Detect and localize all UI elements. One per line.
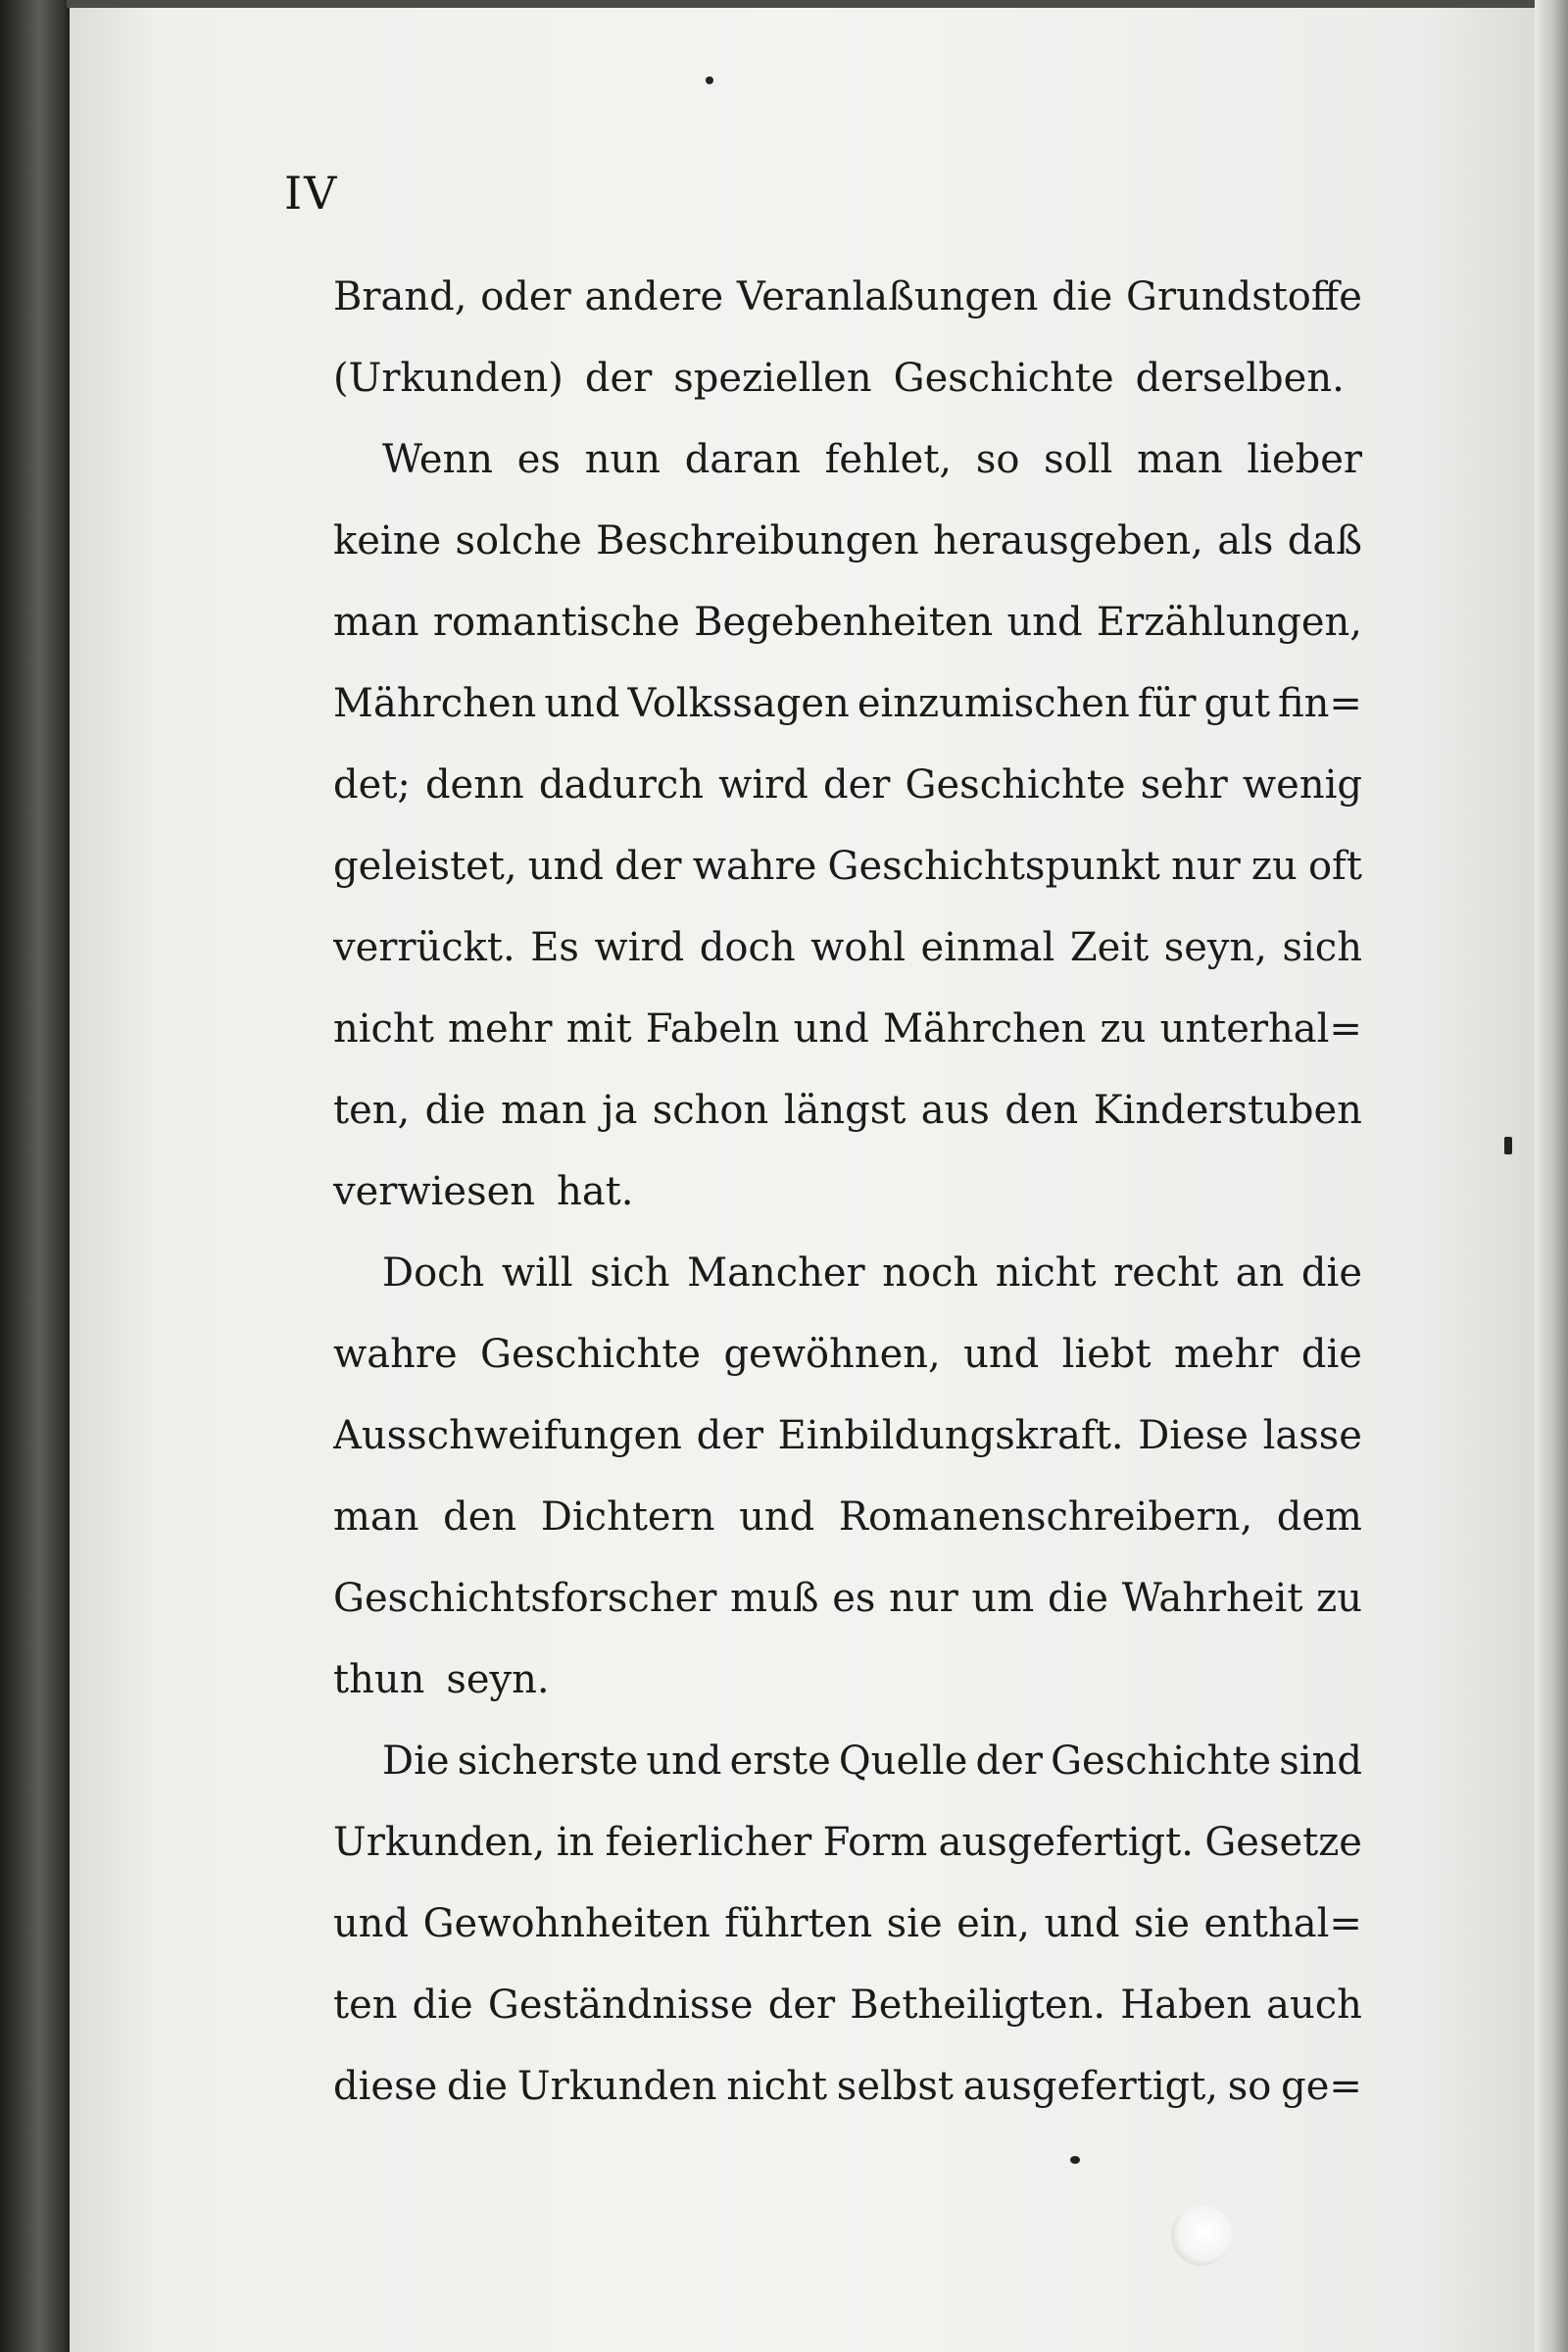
word: soll <box>1044 437 1113 482</box>
text-line <box>333 745 1362 826</box>
text-line <box>333 501 1362 582</box>
word: zu <box>1250 844 1298 889</box>
word: wohl <box>810 925 906 970</box>
word: recht <box>1113 1250 1219 1296</box>
word: Haben <box>1120 1983 1251 2028</box>
word: nicht <box>995 1250 1097 1296</box>
word: aus <box>920 1088 990 1133</box>
text-line <box>333 989 1362 1070</box>
text-line <box>333 582 1362 663</box>
word: nun <box>584 437 661 482</box>
text-line <box>333 338 1362 419</box>
word: mit <box>565 1006 632 1052</box>
word: daß <box>1287 518 1362 564</box>
word: mehr <box>448 1006 553 1052</box>
word: nur <box>889 1576 958 1621</box>
word: herausgeben, <box>933 518 1203 564</box>
word: solche <box>455 518 582 564</box>
word: verwiesen <box>333 1169 536 1214</box>
word: dadurch <box>538 762 704 808</box>
text-line <box>333 663 1362 745</box>
word: Fabeln <box>645 1006 780 1052</box>
text-line <box>333 1721 1362 1802</box>
text-line <box>333 419 1362 501</box>
word: erste <box>729 1739 831 1784</box>
word: andere <box>584 274 724 319</box>
word: schon <box>652 1088 769 1133</box>
word: Die <box>382 1739 450 1784</box>
word: Beschreibungen <box>596 518 919 564</box>
paper-blot <box>1171 2205 1232 2266</box>
ink-speck <box>1070 2156 1080 2164</box>
word: enthal= <box>1203 1901 1362 1946</box>
word: die <box>1052 274 1113 319</box>
word: die <box>1300 1332 1362 1377</box>
word: wird <box>594 925 685 970</box>
word: thun <box>333 1657 425 1702</box>
word: liebt <box>1061 1332 1152 1377</box>
word: Geschichtsforscher <box>333 1576 717 1621</box>
text-line <box>333 1477 1362 1558</box>
word: noch <box>882 1250 979 1296</box>
book-binding-edge <box>0 0 67 2352</box>
word: es <box>516 437 561 482</box>
word: wahre <box>333 1332 458 1377</box>
text-line <box>333 1314 1362 1396</box>
word: Romanenschreibern, <box>838 1494 1253 1540</box>
word: Einbildungskraft. <box>777 1413 1124 1458</box>
word: Zeit <box>1069 925 1150 970</box>
word: Mancher <box>687 1250 865 1296</box>
word: für <box>1137 681 1197 726</box>
word: und <box>527 844 604 889</box>
word: zu <box>1100 1006 1147 1052</box>
word: der <box>975 1739 1043 1784</box>
word: oder <box>480 274 571 319</box>
word: sehr <box>1140 762 1228 808</box>
word: die <box>1300 1250 1362 1296</box>
word: der <box>823 762 891 808</box>
word: als <box>1217 518 1274 564</box>
word: sie <box>886 1901 943 1946</box>
word: wahre <box>692 844 817 889</box>
word: der <box>696 1413 763 1458</box>
word: wenig <box>1242 762 1362 808</box>
word: fehlet, <box>824 437 953 482</box>
text-line <box>333 1802 1362 1884</box>
word: ausgefertigt, <box>962 2064 1219 2109</box>
word: der <box>767 1983 836 2028</box>
word: so <box>1227 2064 1272 2109</box>
word: Geschichte <box>905 762 1126 808</box>
word: denn <box>424 762 524 808</box>
word: nur <box>1171 844 1241 889</box>
word: Kinderstuben <box>1093 1088 1362 1133</box>
word: Dichtern <box>540 1494 715 1540</box>
word: auch <box>1266 1983 1362 2028</box>
word: Gewohnheiten <box>422 1901 710 1946</box>
word: Begebenheiten <box>694 600 994 645</box>
word: in <box>556 1820 595 1865</box>
word: Mährchen <box>333 681 537 726</box>
word: der <box>614 844 682 889</box>
word: und <box>646 1739 722 1784</box>
word: geleistet, <box>333 844 517 889</box>
word: Doch <box>382 1250 485 1296</box>
text-line <box>333 2046 1362 2128</box>
word: Urkunden <box>516 2064 717 2109</box>
word: nicht <box>726 2064 828 2109</box>
word: einzumischen <box>857 681 1130 726</box>
word: Erzählungen, <box>1096 600 1362 645</box>
word: diese <box>333 2064 438 2109</box>
word: Form <box>822 1820 928 1865</box>
word: und <box>1006 600 1083 645</box>
word: und <box>963 1332 1040 1377</box>
word: an <box>1235 1250 1285 1296</box>
text-line <box>333 1396 1362 1477</box>
word: um <box>971 1576 1035 1621</box>
word: romantische <box>432 600 680 645</box>
word: Geschichte <box>480 1332 702 1377</box>
text-line <box>333 1884 1362 1965</box>
word: lieber <box>1247 437 1362 482</box>
word: ausgefertigt. <box>938 1820 1194 1865</box>
word: man <box>333 600 419 645</box>
word: sind <box>1279 1739 1362 1784</box>
word: den <box>443 1494 517 1540</box>
body-text <box>333 257 1362 2128</box>
text-line <box>333 1640 1362 1721</box>
word: mehr <box>1173 1332 1279 1377</box>
word: Volkssagen <box>627 681 850 726</box>
word: Geschichte <box>1051 1739 1272 1784</box>
word: hat. <box>557 1169 634 1214</box>
word: längst <box>783 1088 906 1133</box>
word: und <box>793 1006 869 1052</box>
word: keine <box>333 518 442 564</box>
word: doch <box>699 925 796 970</box>
word: ein, <box>956 1901 1031 1946</box>
word: fin= <box>1277 681 1362 726</box>
word: seyn. <box>446 1657 550 1702</box>
word: Geschichtspunkt <box>827 844 1160 889</box>
word: Es <box>530 925 579 970</box>
page-number: IV <box>284 167 339 220</box>
word: Gesetze <box>1204 1820 1362 1865</box>
word: Mährchen <box>883 1006 1087 1052</box>
word: gut <box>1203 681 1270 726</box>
word: der <box>584 356 653 401</box>
word: ten <box>333 1983 398 2028</box>
text-line <box>333 257 1362 338</box>
word: so <box>975 437 1020 482</box>
word: zu <box>1316 1576 1362 1621</box>
word: seyn, <box>1163 925 1267 970</box>
text-line <box>333 1152 1362 1233</box>
word: sich <box>1282 925 1362 970</box>
word: muß <box>730 1576 819 1621</box>
word: nicht <box>333 1006 434 1052</box>
word: (Urkunden) <box>333 356 564 401</box>
ink-speck <box>1504 1137 1512 1154</box>
word: führten <box>724 1901 873 1946</box>
word: Geschichte <box>893 356 1114 401</box>
word: det; <box>333 762 411 808</box>
word: daran <box>684 437 801 482</box>
word: Betheiligten. <box>850 1983 1106 2028</box>
word: und <box>739 1494 815 1540</box>
text-line <box>333 907 1362 989</box>
text-line <box>333 1558 1362 1640</box>
word: Ausschweifungen <box>333 1413 682 1458</box>
word: dem <box>1276 1494 1362 1540</box>
text-line <box>333 1233 1362 1314</box>
text-line <box>333 1965 1362 2046</box>
word: will <box>501 1250 573 1296</box>
word: einmal <box>920 925 1055 970</box>
word: unterhal= <box>1159 1006 1362 1052</box>
word: sich <box>590 1250 670 1296</box>
word: den <box>1004 1088 1079 1133</box>
word: ge= <box>1281 2064 1362 2109</box>
word: Brand, <box>333 274 467 319</box>
word: gewöhnen, <box>723 1332 941 1377</box>
word: man <box>1137 437 1223 482</box>
word: man <box>501 1088 587 1133</box>
word: und <box>333 1901 410 1946</box>
word: selbst <box>836 2064 954 2109</box>
word: lasse <box>1262 1413 1362 1458</box>
word: Wahrheit <box>1121 1576 1303 1621</box>
text-line <box>333 1070 1362 1152</box>
word: die <box>1047 1576 1109 1621</box>
word: Grundstoffe <box>1126 274 1362 319</box>
word: Wenn <box>382 437 494 482</box>
word: wird <box>718 762 808 808</box>
word: speziellen <box>673 356 872 401</box>
word: Diese <box>1138 1413 1249 1458</box>
word: die <box>424 1088 486 1133</box>
word: sicherste <box>457 1739 639 1784</box>
word: Quelle <box>838 1739 968 1784</box>
word: oft <box>1307 844 1362 889</box>
word: derselben. <box>1135 356 1345 401</box>
word: feierlicher <box>605 1820 812 1865</box>
word: und <box>1044 1901 1120 1946</box>
word: man <box>333 1494 419 1540</box>
word: sie <box>1134 1901 1191 1946</box>
word: ten, <box>333 1088 411 1133</box>
ink-speck <box>706 76 713 84</box>
word: verrückt. <box>333 925 515 970</box>
word: Veranlaßungen <box>736 274 1039 319</box>
word: ja <box>602 1088 638 1133</box>
word: die <box>447 2064 509 2109</box>
word: und <box>544 681 620 726</box>
word: es <box>832 1576 876 1621</box>
page-edge-shadow <box>1535 0 1568 2352</box>
word: die <box>412 1983 473 2028</box>
word: Geständnisse <box>487 1983 754 2028</box>
word: Urkunden, <box>333 1820 546 1865</box>
text-line <box>333 826 1362 907</box>
